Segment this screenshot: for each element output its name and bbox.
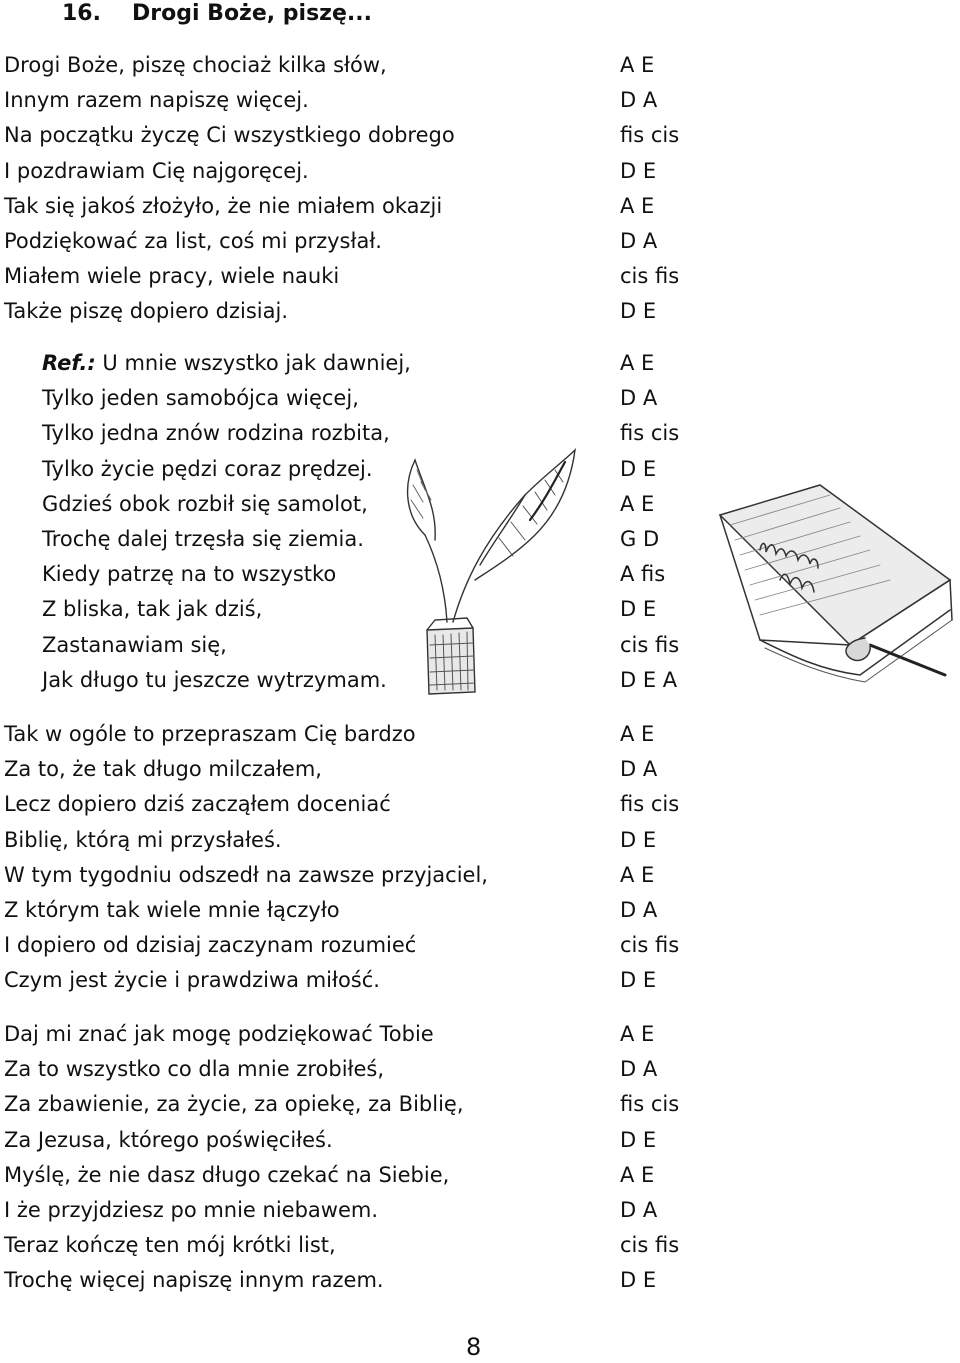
chord-text: A E xyxy=(620,193,655,218)
stanza-1 xyxy=(0,48,720,330)
chord-text: A E xyxy=(620,53,655,77)
chord-text: cis fis xyxy=(620,632,680,657)
song-line xyxy=(0,787,720,822)
song-line xyxy=(0,224,720,259)
song-line xyxy=(0,663,720,698)
song-title xyxy=(62,0,372,28)
song-line xyxy=(0,346,720,381)
chord-text: fis cis xyxy=(620,421,680,446)
song-line xyxy=(0,1263,720,1298)
book-sketch xyxy=(700,470,960,700)
song-line xyxy=(0,1228,720,1263)
song-line xyxy=(0,487,720,522)
song-line xyxy=(0,522,720,557)
song-line xyxy=(0,557,720,592)
lyric-text: Tak się jakoś złożyło, że nie miałem okazji xyxy=(4,193,443,218)
chord-text: A E xyxy=(620,1022,655,1046)
song-line xyxy=(0,928,720,963)
lyric-text: Drogi Boże, piszę chociaż kilka słów, xyxy=(4,53,387,77)
chord-text: D E xyxy=(620,299,657,324)
chord-text: cis fis xyxy=(620,1233,680,1258)
chord-text: D E xyxy=(620,456,657,481)
song-line xyxy=(0,416,720,451)
song-line xyxy=(0,628,720,663)
lyric-text: Tak w ogóle to przepraszam Cię bardzo xyxy=(4,722,416,746)
chord-text: D E A xyxy=(620,667,678,692)
song-line xyxy=(0,893,720,928)
chord-text: D E xyxy=(620,597,657,622)
song-line xyxy=(0,189,720,224)
song-line xyxy=(0,1052,720,1087)
lyric-text: Kiedy patrzę na to wszystko xyxy=(42,562,337,587)
song-line xyxy=(0,858,720,893)
lyric-text xyxy=(42,346,411,381)
song-number: 16. xyxy=(62,1,101,26)
song-line xyxy=(0,1017,720,1052)
lyric-text: Za zbawienie, za życie, za opiekę, za Biblię, xyxy=(4,1092,464,1117)
song-line xyxy=(0,381,720,416)
stanza-3 xyxy=(0,1017,720,1299)
song-line xyxy=(0,48,720,83)
lyric-text: Innym razem napiszę więcej. xyxy=(4,88,309,113)
song-line xyxy=(0,1087,720,1122)
song-line xyxy=(0,294,720,329)
song-line xyxy=(0,83,720,118)
lyric-text: Za to wszystko co dla mnie zrobiłeś, xyxy=(4,1057,385,1082)
chord-text: cis fis xyxy=(620,933,680,958)
song-line xyxy=(0,154,720,189)
lyric-text: Czym jest życie i prawdziwa miłość. xyxy=(4,968,380,993)
lyric-text: Podziękować za list, coś mi przysłał. xyxy=(4,228,382,253)
chord-text: A E xyxy=(620,1162,655,1187)
chord-text: D A xyxy=(620,386,658,411)
lyric-text: W tym tygodniu odszedł na zawsze przyjaciel, xyxy=(4,862,488,887)
lyric-text: Myślę, że nie dasz długo czekać na Siebie, xyxy=(4,1162,450,1187)
refrain xyxy=(0,346,720,698)
chord-text: D A xyxy=(620,88,658,113)
lyric-text: Trochę więcej napiszę innym razem. xyxy=(4,1268,384,1293)
chord-text: A E xyxy=(620,722,655,746)
lyric-text: Także piszę dopiero dzisiaj. xyxy=(4,299,289,324)
chord-text: D A xyxy=(620,757,658,782)
chord-text: A E xyxy=(620,862,655,887)
chord-text: D E xyxy=(620,1268,657,1293)
chord-text: D A xyxy=(620,1057,658,1082)
lyric-text: Biblię, którą mi przysłałeś. xyxy=(4,827,282,852)
lyric-text: Na początku życzę Ci wszystkiego dobrego xyxy=(4,123,455,148)
song-line xyxy=(0,752,720,787)
chord-text: D A xyxy=(620,1197,658,1222)
song-line xyxy=(0,452,720,487)
song-line xyxy=(0,259,720,294)
chord-text: D E xyxy=(620,158,657,183)
song-line xyxy=(0,717,720,752)
chord-text: A E xyxy=(620,351,655,375)
lyric-text: Lecz dopiero dziś zacząłem doceniać xyxy=(4,792,391,817)
lyric-text: I pozdrawiam Cię najgoręcej. xyxy=(4,158,309,183)
lyric-text: Zastanawiam się, xyxy=(42,632,227,657)
lyric-text: Z którym tak wiele mnie łączyło xyxy=(4,897,340,922)
song-line xyxy=(0,963,720,998)
lyric-text-content: U mnie wszystko jak dawniej, xyxy=(102,351,411,375)
lyric-text: I dopiero od dzisiaj zaczynam rozumieć xyxy=(4,933,417,958)
refrain-label: Ref.: xyxy=(42,351,96,375)
lyric-text: Miałem wiele pracy, wiele nauki xyxy=(4,264,340,289)
lyric-text: Z bliska, tak jak dziś, xyxy=(42,597,263,622)
chord-text: D E xyxy=(620,968,657,993)
lyric-text: Trochę dalej trzęsła się ziemia. xyxy=(42,526,364,551)
lyric-text: Jak długo tu jeszcze wytrzymam. xyxy=(42,667,387,692)
song-line xyxy=(0,1123,720,1158)
lyric-text: Gdzieś obok rozbił się samolot, xyxy=(42,491,368,516)
chord-text: fis cis xyxy=(620,1092,680,1117)
lyric-text: Za to, że tak długo milczałem, xyxy=(4,757,322,782)
song-line xyxy=(0,823,720,858)
lyric-text: I że przyjdziesz po mnie niebawem. xyxy=(4,1197,379,1222)
page-number: 8 xyxy=(466,1333,482,1361)
lyric-text: Teraz kończę ten mój krótki list, xyxy=(4,1233,336,1258)
lyric-text: Tylko jedna znów rodzina rozbita, xyxy=(42,421,390,446)
lyric-text: Za Jezusa, którego poświęciłeś. xyxy=(4,1127,333,1152)
chord-text: G D xyxy=(620,526,660,551)
chord-text: D A xyxy=(620,897,658,922)
lyric-text: Tylko życie pędzi coraz prędzej. xyxy=(42,456,373,481)
song-line xyxy=(0,118,720,153)
song-title-text: Drogi Boże, piszę... xyxy=(132,1,372,26)
chord-text: D E xyxy=(620,1127,657,1152)
chord-text: A E xyxy=(620,491,655,516)
chord-text: cis fis xyxy=(620,264,680,289)
chord-text: D A xyxy=(620,228,658,253)
song-line xyxy=(0,592,720,627)
song-line xyxy=(0,1193,720,1228)
chord-text: D E xyxy=(620,827,657,852)
stanza-2 xyxy=(0,717,720,999)
chord-text: fis cis xyxy=(620,792,680,817)
chord-text: A fis xyxy=(620,562,666,587)
lyric-text: Daj mi znać jak mogę podziękować Tobie xyxy=(4,1022,434,1046)
lyric-text: Tylko jeden samobójca więcej, xyxy=(42,386,359,411)
chord-text: fis cis xyxy=(620,123,680,148)
song-line xyxy=(0,1158,720,1193)
